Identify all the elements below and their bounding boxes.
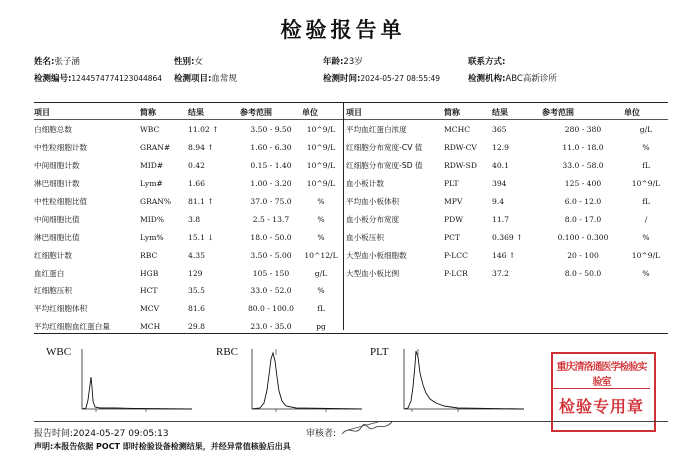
table-row xyxy=(346,175,668,193)
cell-result: 81.1 ↑ xyxy=(188,197,214,206)
cell-item-name: 红细胞分布宽度-CV 值 xyxy=(346,143,423,153)
cell-unit: % xyxy=(642,143,650,153)
name-value: 张子涵 xyxy=(54,57,80,67)
table-row xyxy=(34,318,340,336)
cell-unit: % xyxy=(317,286,325,296)
table-header-row xyxy=(34,104,340,121)
cell-abbr: MPV xyxy=(444,197,463,206)
cell-item-name: 红细胞分布宽度-SD 值 xyxy=(346,161,423,171)
cell-range: 8.0 - 50.0 xyxy=(564,268,602,278)
cell-abbr: PCT xyxy=(444,232,460,242)
cell-range: 105 - 150 xyxy=(252,268,290,278)
table-divider xyxy=(343,103,344,330)
table-row xyxy=(34,139,340,157)
col-header-unit: 单位 xyxy=(624,108,640,117)
cell-unit: fL xyxy=(642,197,650,206)
cell-range: 280 - 380 xyxy=(564,125,602,135)
table-row xyxy=(34,264,340,282)
cell-unit: 10^9/L xyxy=(306,161,336,171)
gender-field xyxy=(174,55,203,67)
plt-histogram xyxy=(398,345,528,417)
cell-abbr: GRAN# xyxy=(140,143,171,153)
col-header-range: 参考范围 xyxy=(542,108,574,117)
cell-item-name: 平均红细胞体积 xyxy=(34,304,88,314)
cell-item-name: 血小板分布宽度 xyxy=(346,214,400,224)
cell-unit: % xyxy=(317,197,325,206)
test-org-label: 检测机构: xyxy=(468,74,506,84)
cell-abbr: MCHC xyxy=(444,125,471,135)
cell-unit: / xyxy=(644,214,648,224)
test-org-value: ABC高新诊所 xyxy=(505,74,557,84)
cell-result: 40.1 xyxy=(492,161,509,171)
rbc-histogram xyxy=(246,345,366,417)
cell-unit: pg xyxy=(316,322,326,332)
table-row xyxy=(346,264,668,282)
table-row xyxy=(346,121,668,139)
age-value: 23岁 xyxy=(343,57,363,67)
table-row xyxy=(34,228,340,246)
cell-result: 15.1 ↓ xyxy=(188,232,214,242)
cell-result: 35.5 xyxy=(188,286,205,296)
cell-item-name: 平均红细胞血红蛋白量 xyxy=(34,322,110,332)
test-item-field xyxy=(174,72,237,84)
cell-range: 80.0 - 100.0 xyxy=(247,304,295,314)
cell-unit: % xyxy=(317,232,325,242)
cell-range: 33.0 - 52.0 xyxy=(250,286,292,296)
test-id-value: 1244574774123044864 xyxy=(71,74,163,83)
table-row xyxy=(34,282,340,300)
report-time-field xyxy=(34,426,169,439)
cell-abbr: P-LCC xyxy=(444,250,468,260)
test-org-field xyxy=(468,72,557,84)
col-header-result: 结果 xyxy=(188,108,204,117)
results-table-left xyxy=(34,104,340,336)
table-row xyxy=(34,246,340,264)
cell-abbr: Lym% xyxy=(140,232,164,242)
cell-result: 9.4 xyxy=(492,197,505,206)
reviewer-label: 审核者: xyxy=(306,429,337,439)
cell-item-name: 红细胞计数 xyxy=(34,250,72,260)
cell-result: 394 xyxy=(492,179,507,189)
gender-value: 女 xyxy=(194,57,203,67)
test-time-field xyxy=(323,72,440,84)
test-item-value: 血常规 xyxy=(211,74,237,84)
cell-range: 23.0 - 35.0 xyxy=(250,322,292,332)
cell-item-name: 白细胞总数 xyxy=(34,125,72,135)
cell-unit: g/L xyxy=(639,125,653,135)
cell-item-name: 平均血红蛋白浓度 xyxy=(346,125,407,135)
cell-result: 37.2 xyxy=(492,268,509,278)
name-label: 姓名: xyxy=(34,57,55,67)
report-title: 检验报告单 xyxy=(280,18,406,42)
cell-abbr: P-LCR xyxy=(444,268,468,278)
cell-unit: 10^9/L xyxy=(306,125,336,135)
table-row xyxy=(346,228,668,246)
cell-result: 146 ↑ xyxy=(492,250,516,260)
cell-item-name: 血红蛋白 xyxy=(34,268,65,278)
cell-abbr: MCH xyxy=(140,322,161,332)
cell-range: 125 - 400 xyxy=(564,179,602,189)
cell-result: 8.94 ↑ xyxy=(188,143,214,153)
cell-abbr: Lym# xyxy=(140,179,163,189)
cell-unit: % xyxy=(642,268,650,278)
table-top-rule xyxy=(34,102,668,103)
table-row xyxy=(346,193,668,211)
cell-item-name: 淋巴细胞比值 xyxy=(34,232,80,242)
cell-unit: fL xyxy=(642,161,650,171)
cell-result: 12.9 xyxy=(492,143,509,153)
table-row xyxy=(346,246,668,264)
wbc-histogram xyxy=(76,345,196,417)
cell-item-name: 血小板压积 xyxy=(346,232,384,242)
cell-item-name: 中性粒细胞比值 xyxy=(34,197,88,206)
cell-range: 2.5 - 13.7 xyxy=(252,214,290,224)
table-row xyxy=(34,193,340,211)
col-header-item: 项目 xyxy=(346,108,362,117)
test-id-label: 检测编号: xyxy=(34,74,72,84)
cell-range: 8.0 - 17.0 xyxy=(564,214,602,224)
cell-unit: fL xyxy=(317,304,325,314)
cell-abbr: PLT xyxy=(444,179,459,189)
age-field xyxy=(323,55,363,67)
cell-item-name: 淋巴细胞计数 xyxy=(34,179,80,189)
cell-range: 0.15 - 1.40 xyxy=(250,161,292,171)
table-row xyxy=(34,121,340,139)
cell-item-name: 平均血小板体积 xyxy=(346,197,400,206)
cell-abbr: PDW xyxy=(444,214,464,224)
cell-unit: 10^9/L xyxy=(631,250,661,260)
test-time-label: 检测时间: xyxy=(323,74,361,84)
cell-unit: 10^12/L xyxy=(304,250,338,260)
cell-range: 37.0 - 75.0 xyxy=(250,197,292,206)
table-row xyxy=(34,157,340,175)
gender-label: 性别: xyxy=(174,57,195,67)
test-time-value: 2024-05-27 08:55:49 xyxy=(360,74,441,83)
stamp-divider xyxy=(553,388,650,389)
cell-abbr: RDW-SD xyxy=(444,161,477,171)
cell-range: 6.0 - 12.0 xyxy=(564,197,602,206)
cell-unit: % xyxy=(317,214,325,224)
cell-unit: g/L xyxy=(314,268,328,278)
cell-range: 11.0 - 18.0 xyxy=(562,143,604,153)
cell-abbr: MID% xyxy=(140,214,165,224)
cell-range: 3.50 - 5.00 xyxy=(250,250,292,260)
report-time-label: 报告时间: xyxy=(34,429,74,439)
cell-abbr: MID# xyxy=(140,161,164,171)
cell-abbr: HCT xyxy=(140,286,158,296)
cell-result: 81.6 xyxy=(188,304,205,314)
report-disclaimer: 声明:本报告依据 POCT 即时检验设备检测结果，并经异常值核验后出具 xyxy=(34,442,291,451)
cell-range: 3.50 - 9.50 xyxy=(250,125,292,135)
cell-result: 29.8 xyxy=(188,322,205,332)
table-row xyxy=(34,175,340,193)
cell-result: 3.8 xyxy=(188,214,201,224)
col-header-unit: 单位 xyxy=(302,108,318,117)
reviewer-field xyxy=(306,426,336,439)
table-row xyxy=(34,210,340,228)
cell-range: 20 - 100 xyxy=(567,250,599,260)
cell-item-name: 中性粒细胞计数 xyxy=(34,143,88,153)
cell-item-name: 红细胞压积 xyxy=(34,286,72,296)
table-row xyxy=(346,210,668,228)
contact-field xyxy=(468,55,505,67)
report-time-value: 2024-05-27 09:05:13 xyxy=(73,429,169,439)
table-header-row xyxy=(346,104,668,121)
col-header-item: 项目 xyxy=(34,108,50,117)
table-row xyxy=(346,139,668,157)
table-row xyxy=(346,157,668,175)
cell-unit: 10^9/L xyxy=(631,179,661,189)
cell-abbr: RBC xyxy=(140,250,158,260)
cell-result: 4.35 xyxy=(188,250,205,260)
cell-unit: 10^9/L xyxy=(306,143,336,153)
cell-range: 0.100 - 0.300 xyxy=(557,232,609,242)
contact-label: 联系方式: xyxy=(468,57,506,67)
cell-range: 1.60 - 6.30 xyxy=(250,143,292,153)
cell-unit: % xyxy=(642,232,650,242)
results-table-right xyxy=(346,104,668,282)
cell-abbr: GRAN% xyxy=(140,197,172,206)
cell-result: 365 xyxy=(492,125,507,135)
age-label: 年龄: xyxy=(323,57,344,67)
col-header-range: 参考范围 xyxy=(240,108,272,117)
cell-abbr: RDW-CV xyxy=(444,143,477,153)
cell-abbr: MCV xyxy=(140,304,160,314)
name-field xyxy=(34,55,80,67)
col-header-result: 结果 xyxy=(492,108,508,117)
stamp-main-text: 检验专用章 xyxy=(558,397,644,416)
cell-result: 1.66 xyxy=(188,179,205,189)
cell-item-name: 中间细胞比值 xyxy=(34,214,80,224)
cell-unit: 10^9/L xyxy=(306,179,336,189)
cell-item-name: 大型血小板比例 xyxy=(346,268,400,278)
cell-abbr: WBC xyxy=(140,125,160,135)
rbc-histogram-label: RBC xyxy=(216,346,239,358)
cell-result: 11.02 ↑ xyxy=(188,125,219,135)
wbc-histogram-label: WBC xyxy=(46,346,72,358)
col-header-abbr: 简称 xyxy=(140,108,156,117)
stamp-org-text: 重庆清洛通医学检验实验室 xyxy=(556,362,647,388)
cell-result: 0.369 ↑ xyxy=(492,232,523,242)
cell-item-name: 大型血小板细胞数 xyxy=(346,250,407,260)
test-id-field xyxy=(34,72,162,84)
reviewer-signature xyxy=(338,416,396,440)
cell-range: 33.0 - 58.0 xyxy=(562,161,604,171)
cell-result: 11.7 xyxy=(492,214,509,224)
plt-histogram-label: PLT xyxy=(370,346,389,358)
table-row xyxy=(34,300,340,318)
cell-range: 18.0 - 50.0 xyxy=(250,232,292,242)
cell-item-name: 中间细胞计数 xyxy=(34,161,80,171)
test-item-label: 检测项目: xyxy=(174,74,212,84)
cell-abbr: HGB xyxy=(140,268,159,278)
cell-result: 0.42 xyxy=(188,161,205,171)
col-header-abbr: 简称 xyxy=(444,108,460,117)
cell-result: 129 xyxy=(188,268,203,278)
cell-range: 1.00 - 3.20 xyxy=(250,179,292,189)
official-stamp xyxy=(551,352,656,432)
cell-item-name: 血小板计数 xyxy=(346,179,384,189)
